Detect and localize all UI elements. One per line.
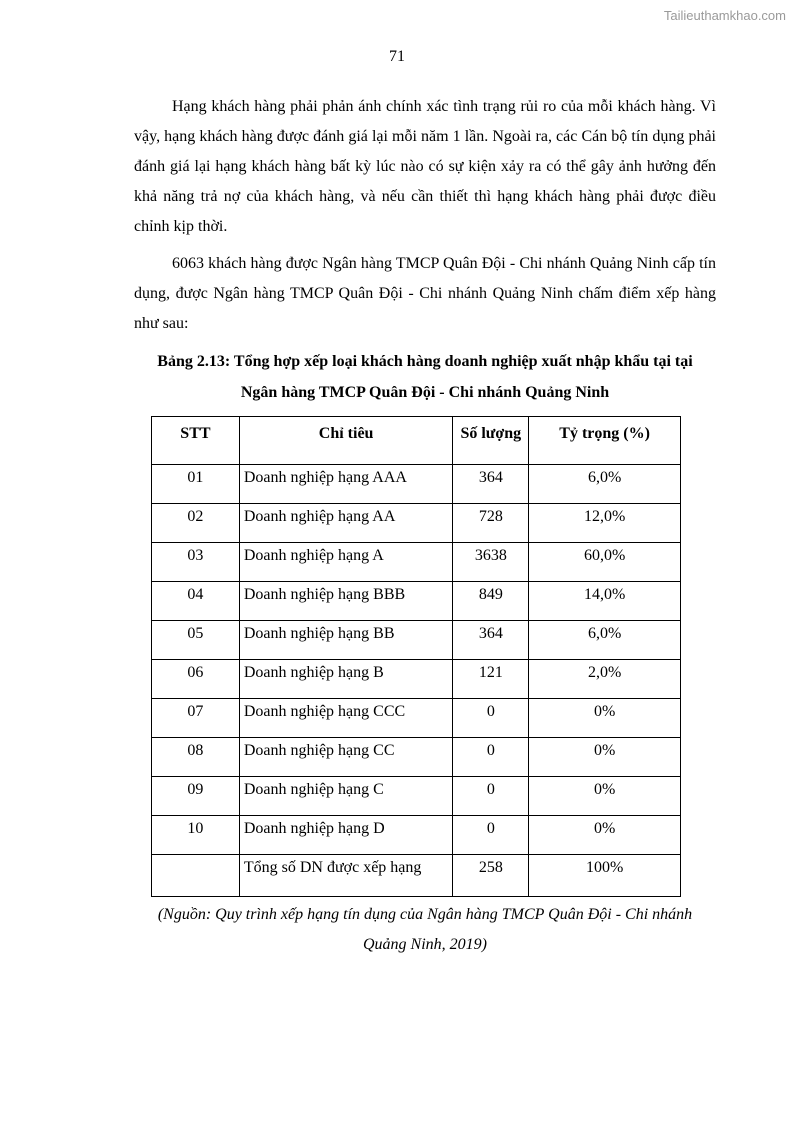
cell-stt: 06 (152, 660, 240, 699)
cell-indicator: Doanh nghiệp hạng AA (239, 504, 453, 543)
total-quantity: 258 (453, 855, 529, 897)
cell-quantity: 121 (453, 660, 529, 699)
table-header-row (152, 417, 681, 465)
cell-proportion: 0% (529, 738, 681, 777)
table-row (152, 621, 681, 660)
cell-proportion: 0% (529, 777, 681, 816)
table-row (152, 465, 681, 504)
header-stt: STT (152, 417, 240, 465)
cell-stt: 09 (152, 777, 240, 816)
source-note-line-1: (Nguồn: Quy trình xếp hạng tín dụng của Ngân hàng TMCP Quân Đội - Chi nhánh (157, 906, 693, 923)
cell-indicator: Doanh nghiệp hạng AAA (239, 465, 453, 504)
cell-indicator: Doanh nghiệp hạng B (239, 660, 453, 699)
cell-quantity: 0 (453, 816, 529, 855)
table-caption-line-2: Ngân hàng TMCP Quân Đội - Chi nhánh Quảng Ninh (240, 384, 610, 401)
table-row (152, 738, 681, 777)
cell-indicator: Doanh nghiệp hạng BB (239, 621, 453, 660)
cell-stt: 04 (152, 582, 240, 621)
cell-stt: 08 (152, 738, 240, 777)
source-note (134, 900, 716, 960)
cell-proportion: 60,0% (529, 543, 681, 582)
cell-quantity: 728 (453, 504, 529, 543)
table-row (152, 582, 681, 621)
table-row (152, 543, 681, 582)
table-row (152, 660, 681, 699)
cell-stt: 01 (152, 465, 240, 504)
cell-indicator: Doanh nghiệp hạng BBB (239, 582, 453, 621)
cell-stt: 05 (152, 621, 240, 660)
cell-stt: 07 (152, 699, 240, 738)
cell-stt: 10 (152, 816, 240, 855)
header-quantity: Số lượng (453, 417, 529, 465)
header-indicator: Chỉ tiêu (239, 417, 453, 465)
table-row (152, 699, 681, 738)
cell-indicator: Doanh nghiệp hạng CCC (239, 699, 453, 738)
cell-proportion: 6,0% (529, 621, 681, 660)
classification-table (151, 416, 681, 897)
total-label: Tổng số DN được xếp hạng (239, 855, 453, 897)
source-note-line-2: Quảng Ninh, 2019) (363, 936, 487, 953)
cell-indicator: Doanh nghiệp hạng A (239, 543, 453, 582)
total-proportion: 100% (529, 855, 681, 897)
cell-proportion: 14,0% (529, 582, 681, 621)
cell-indicator: Doanh nghiệp hạng CC (239, 738, 453, 777)
cell-proportion: 0% (529, 816, 681, 855)
cell-quantity: 0 (453, 699, 529, 738)
cell-indicator: Doanh nghiệp hạng D (239, 816, 453, 855)
cell-quantity: 0 (453, 738, 529, 777)
total-stt (152, 855, 240, 897)
header-proportion: Tỷ trọng (%) (529, 417, 681, 465)
cell-stt: 03 (152, 543, 240, 582)
cell-quantity: 0 (453, 777, 529, 816)
cell-indicator: Doanh nghiệp hạng C (239, 777, 453, 816)
cell-quantity: 364 (453, 621, 529, 660)
cell-proportion: 6,0% (529, 465, 681, 504)
cell-proportion: 2,0% (529, 660, 681, 699)
cell-proportion: 12,0% (529, 504, 681, 543)
cell-proportion: 0% (529, 699, 681, 738)
cell-quantity: 3638 (453, 543, 529, 582)
paragraph-1: Hạng khách hàng phải phản ánh chính xác tình trạng rủi ro của mỗi khách hàng. Vì vậy, hạng khách hàng được đánh giá lại mỗi năm 1 lần. Ngoài ra, các Cán bộ tín dụng phải đánh giá lại hạng khách hàng bất kỳ lúc nào có sự kiện xảy ra có thể gây ảnh hưởng đến khả năng trả nợ của khách hàng, và nếu cần thiết thì hạng khách hàng phải được điều chỉnh kịp thời. (134, 98, 716, 235)
page-number: 71 (389, 48, 405, 65)
watermark: Tailieuthamkhao.com (663, 8, 786, 23)
table-caption (134, 346, 716, 408)
cell-quantity: 849 (453, 582, 529, 621)
table-row (152, 504, 681, 543)
table-row (152, 816, 681, 855)
paragraph-2: 6063 khách hàng được Ngân hàng TMCP Quân Đội - Chi nhánh Quảng Ninh cấp tín dụng, được Ngân hàng TMCP Quân Đội - Chi nhánh Quảng Ninh chấm điểm xếp hàng như sau: (134, 255, 716, 332)
table-row (152, 777, 681, 816)
cell-quantity: 364 (453, 465, 529, 504)
table-total-row (152, 855, 681, 897)
table-caption-line-1: Bảng 2.13: Tổng hợp xếp loại khách hàng doanh nghiệp xuất nhập khẩu tại tại (157, 353, 693, 370)
cell-stt: 02 (152, 504, 240, 543)
